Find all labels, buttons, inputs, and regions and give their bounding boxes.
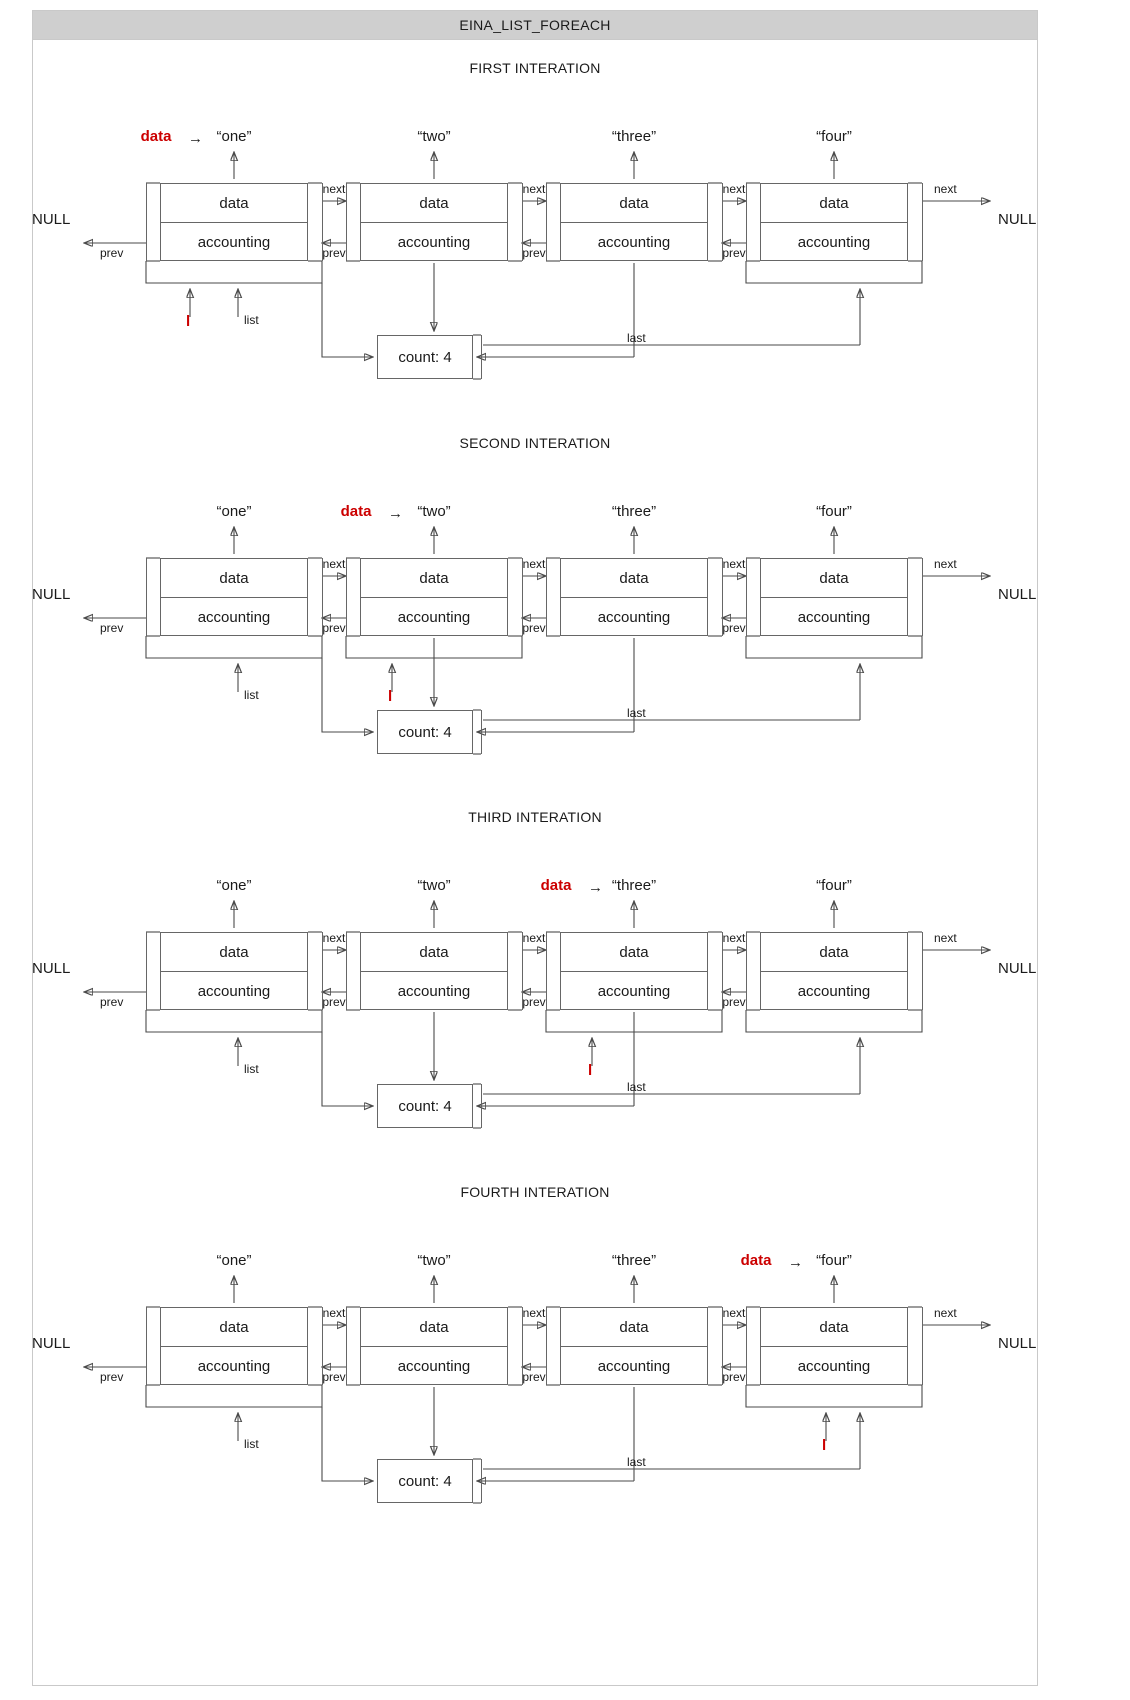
list-pointer-label: list xyxy=(244,1437,259,1451)
section-title: SECOND INTERATION xyxy=(459,435,611,451)
prev-label: prev xyxy=(522,246,546,260)
count-right-stub xyxy=(481,710,482,754)
section-title: FOURTH INTERATION xyxy=(460,1184,610,1200)
node-data-row xyxy=(561,559,707,598)
node-data-label: data xyxy=(419,943,449,961)
node-accounting-label: accounting xyxy=(797,1358,871,1375)
node-data-row xyxy=(161,1308,307,1347)
node-accounting-row xyxy=(361,223,507,262)
string-label: “two” xyxy=(417,1252,451,1269)
node-data-row xyxy=(361,559,507,598)
node-left-stub xyxy=(146,558,147,636)
node-data-label: data xyxy=(819,569,849,587)
list-node xyxy=(160,183,308,261)
node-accounting-row xyxy=(761,598,907,637)
data-variable-label: data xyxy=(340,503,372,520)
next-label: next xyxy=(522,182,546,196)
node-left-stub xyxy=(746,183,747,261)
count-box xyxy=(377,335,473,379)
node-left-stub xyxy=(546,183,547,261)
list-node xyxy=(760,932,908,1010)
section-fourth-iteration xyxy=(32,1184,1038,1554)
count-label: count: 4 xyxy=(398,1097,452,1115)
count-label: count: 4 xyxy=(398,348,452,366)
node-accounting-row xyxy=(561,598,707,637)
list-node xyxy=(360,1307,508,1385)
node-data-row xyxy=(561,184,707,223)
list-node xyxy=(760,183,908,261)
list-node xyxy=(160,1307,308,1385)
list-node xyxy=(360,558,508,636)
last-pointer-label: last xyxy=(627,1455,646,1469)
string-label: “four” xyxy=(816,128,852,145)
node-accounting-row xyxy=(161,598,307,637)
node-accounting-label: accounting xyxy=(597,609,671,626)
node-accounting-row xyxy=(161,1347,307,1386)
null-label-right: NULL xyxy=(998,586,1037,603)
node-accounting-label: accounting xyxy=(597,1358,671,1375)
node-left-stub xyxy=(346,183,347,261)
node-accounting-row xyxy=(761,972,907,1011)
list-node xyxy=(560,183,708,261)
last-pointer-label: last xyxy=(627,331,646,345)
prev-label: prev xyxy=(322,621,346,635)
node-accounting-label: accounting xyxy=(797,234,871,251)
string-label: “three” xyxy=(611,503,657,520)
count-box xyxy=(377,1459,473,1503)
node-left-stub xyxy=(146,183,147,261)
string-label: “one” xyxy=(216,503,252,520)
node-data-row xyxy=(361,184,507,223)
node-left-stub xyxy=(146,1307,147,1385)
node-data-label: data xyxy=(619,569,649,587)
l-pointer-label: l xyxy=(388,688,393,705)
node-left-stub xyxy=(546,558,547,636)
next-label: next xyxy=(322,931,346,945)
node-left-stub xyxy=(346,558,347,636)
string-label: “one” xyxy=(216,128,252,145)
section-first-iteration xyxy=(32,60,1038,430)
string-label: “four” xyxy=(816,877,852,894)
node-data-row xyxy=(761,184,907,223)
next-label: next xyxy=(322,182,346,196)
node-accounting-row xyxy=(161,972,307,1011)
node-accounting-row xyxy=(161,223,307,262)
node-data-label: data xyxy=(219,1318,249,1336)
node-data-row xyxy=(161,933,307,972)
node-data-label: data xyxy=(419,1318,449,1336)
data-variable-label: data xyxy=(740,1252,772,1269)
node-right-stub xyxy=(922,1307,923,1385)
node-left-stub xyxy=(146,932,147,1010)
prev-label: prev xyxy=(522,1370,546,1384)
null-label-left: NULL xyxy=(32,586,71,603)
node-data-label: data xyxy=(419,194,449,212)
count-right-stub xyxy=(481,335,482,379)
next-label: next xyxy=(722,931,746,945)
node-data-row xyxy=(161,559,307,598)
next-label: next xyxy=(934,557,957,571)
node-left-stub xyxy=(746,1307,747,1385)
node-accounting-row xyxy=(561,1347,707,1386)
node-data-label: data xyxy=(619,1318,649,1336)
count-right-stub xyxy=(481,1084,482,1128)
last-pointer-label: last xyxy=(627,1080,646,1094)
list-node xyxy=(160,932,308,1010)
string-label: “one” xyxy=(216,1252,252,1269)
node-accounting-label: accounting xyxy=(197,234,271,251)
node-accounting-label: accounting xyxy=(397,983,471,1000)
node-data-label: data xyxy=(619,943,649,961)
next-label: next xyxy=(322,557,346,571)
prev-label: prev xyxy=(722,1370,746,1384)
node-accounting-label: accounting xyxy=(197,1358,271,1375)
count-box xyxy=(377,1084,473,1128)
node-left-stub xyxy=(746,932,747,1010)
prev-label: prev xyxy=(722,621,746,635)
section-title: FIRST INTERATION xyxy=(469,60,601,76)
next-label: next xyxy=(322,1306,346,1320)
string-label: “four” xyxy=(816,503,852,520)
string-label: “one” xyxy=(216,877,252,894)
count-label: count: 4 xyxy=(398,1472,452,1490)
node-accounting-row xyxy=(361,1347,507,1386)
node-data-label: data xyxy=(219,569,249,587)
prev-label: prev xyxy=(522,621,546,635)
next-label: next xyxy=(934,1306,957,1320)
string-label: “two” xyxy=(417,503,451,520)
section-second-iteration xyxy=(32,435,1038,805)
prev-label: prev xyxy=(322,995,346,1009)
node-right-stub xyxy=(922,183,923,261)
node-data-row xyxy=(561,933,707,972)
node-data-label: data xyxy=(819,1318,849,1336)
null-label-left: NULL xyxy=(32,1335,71,1352)
l-pointer-label: l xyxy=(588,1062,593,1079)
list-node xyxy=(360,932,508,1010)
list-node xyxy=(360,183,508,261)
count-box xyxy=(377,710,473,754)
node-data-row xyxy=(561,1308,707,1347)
node-left-stub xyxy=(346,932,347,1010)
node-accounting-row xyxy=(761,223,907,262)
node-data-label: data xyxy=(419,569,449,587)
data-variable-label: data xyxy=(140,128,172,145)
list-node xyxy=(760,1307,908,1385)
node-accounting-label: accounting xyxy=(797,609,871,626)
string-label: “four” xyxy=(816,1252,852,1269)
diagram-title-bar xyxy=(32,10,1038,40)
data-arrow-icon: → xyxy=(788,1254,803,1271)
string-label: “three” xyxy=(611,877,657,894)
node-data-label: data xyxy=(219,194,249,212)
node-data-label: data xyxy=(819,194,849,212)
node-accounting-label: accounting xyxy=(597,234,671,251)
next-label: next xyxy=(522,931,546,945)
node-left-stub xyxy=(746,558,747,636)
null-label-right: NULL xyxy=(998,211,1037,228)
page-title: EINA_LIST_FOREACH xyxy=(459,17,611,33)
prev-label: prev xyxy=(522,995,546,1009)
next-label: next xyxy=(722,557,746,571)
list-pointer-label: list xyxy=(244,313,259,327)
node-right-stub xyxy=(922,932,923,1010)
node-data-row xyxy=(361,933,507,972)
count-label: count: 4 xyxy=(398,723,452,741)
string-label: “three” xyxy=(611,128,657,145)
node-accounting-label: accounting xyxy=(397,234,471,251)
node-data-row xyxy=(761,1308,907,1347)
l-pointer-label: l xyxy=(822,1437,827,1454)
next-label: next xyxy=(522,1306,546,1320)
node-accounting-row xyxy=(361,598,507,637)
node-data-row xyxy=(161,184,307,223)
list-node xyxy=(760,558,908,636)
data-arrow-icon: → xyxy=(388,505,403,522)
node-data-label: data xyxy=(819,943,849,961)
null-label-left: NULL xyxy=(32,960,71,977)
next-label: next xyxy=(522,557,546,571)
node-data-row xyxy=(361,1308,507,1347)
next-label: next xyxy=(722,182,746,196)
node-left-stub xyxy=(546,1307,547,1385)
node-accounting-label: accounting xyxy=(797,983,871,1000)
list-node xyxy=(560,1307,708,1385)
prev-label: prev xyxy=(100,1370,124,1384)
list-node xyxy=(560,932,708,1010)
node-data-row xyxy=(761,559,907,598)
node-accounting-label: accounting xyxy=(397,609,471,626)
next-label: next xyxy=(934,182,957,196)
count-right-stub xyxy=(481,1459,482,1503)
data-arrow-icon: → xyxy=(588,879,603,896)
prev-label: prev xyxy=(722,246,746,260)
prev-label: prev xyxy=(722,995,746,1009)
node-accounting-label: accounting xyxy=(597,983,671,1000)
next-label: next xyxy=(934,931,957,945)
node-accounting-row xyxy=(561,972,707,1011)
node-accounting-label: accounting xyxy=(197,609,271,626)
node-right-stub xyxy=(922,558,923,636)
node-data-label: data xyxy=(619,194,649,212)
list-node xyxy=(160,558,308,636)
node-left-stub xyxy=(546,932,547,1010)
prev-label: prev xyxy=(322,1370,346,1384)
prev-label: prev xyxy=(100,995,124,1009)
string-label: “three” xyxy=(611,1252,657,1269)
node-accounting-label: accounting xyxy=(197,983,271,1000)
prev-label: prev xyxy=(100,246,124,260)
null-label-right: NULL xyxy=(998,960,1037,977)
node-accounting-label: accounting xyxy=(397,1358,471,1375)
node-accounting-row xyxy=(361,972,507,1011)
l-pointer-label: l xyxy=(186,313,191,330)
string-label: “two” xyxy=(417,877,451,894)
last-pointer-label: last xyxy=(627,706,646,720)
node-accounting-row xyxy=(761,1347,907,1386)
data-arrow-icon: → xyxy=(188,130,203,147)
prev-label: prev xyxy=(100,621,124,635)
node-data-label: data xyxy=(219,943,249,961)
section-title: THIRD INTERATION xyxy=(468,809,602,825)
list-pointer-label: list xyxy=(244,1062,259,1076)
node-accounting-row xyxy=(561,223,707,262)
prev-label: prev xyxy=(322,246,346,260)
null-label-right: NULL xyxy=(998,1335,1037,1352)
node-left-stub xyxy=(346,1307,347,1385)
list-node xyxy=(560,558,708,636)
data-variable-label: data xyxy=(540,877,572,894)
next-label: next xyxy=(722,1306,746,1320)
string-label: “two” xyxy=(417,128,451,145)
list-pointer-label: list xyxy=(244,688,259,702)
null-label-left: NULL xyxy=(32,211,71,228)
section-third-iteration xyxy=(32,809,1038,1179)
node-data-row xyxy=(761,933,907,972)
